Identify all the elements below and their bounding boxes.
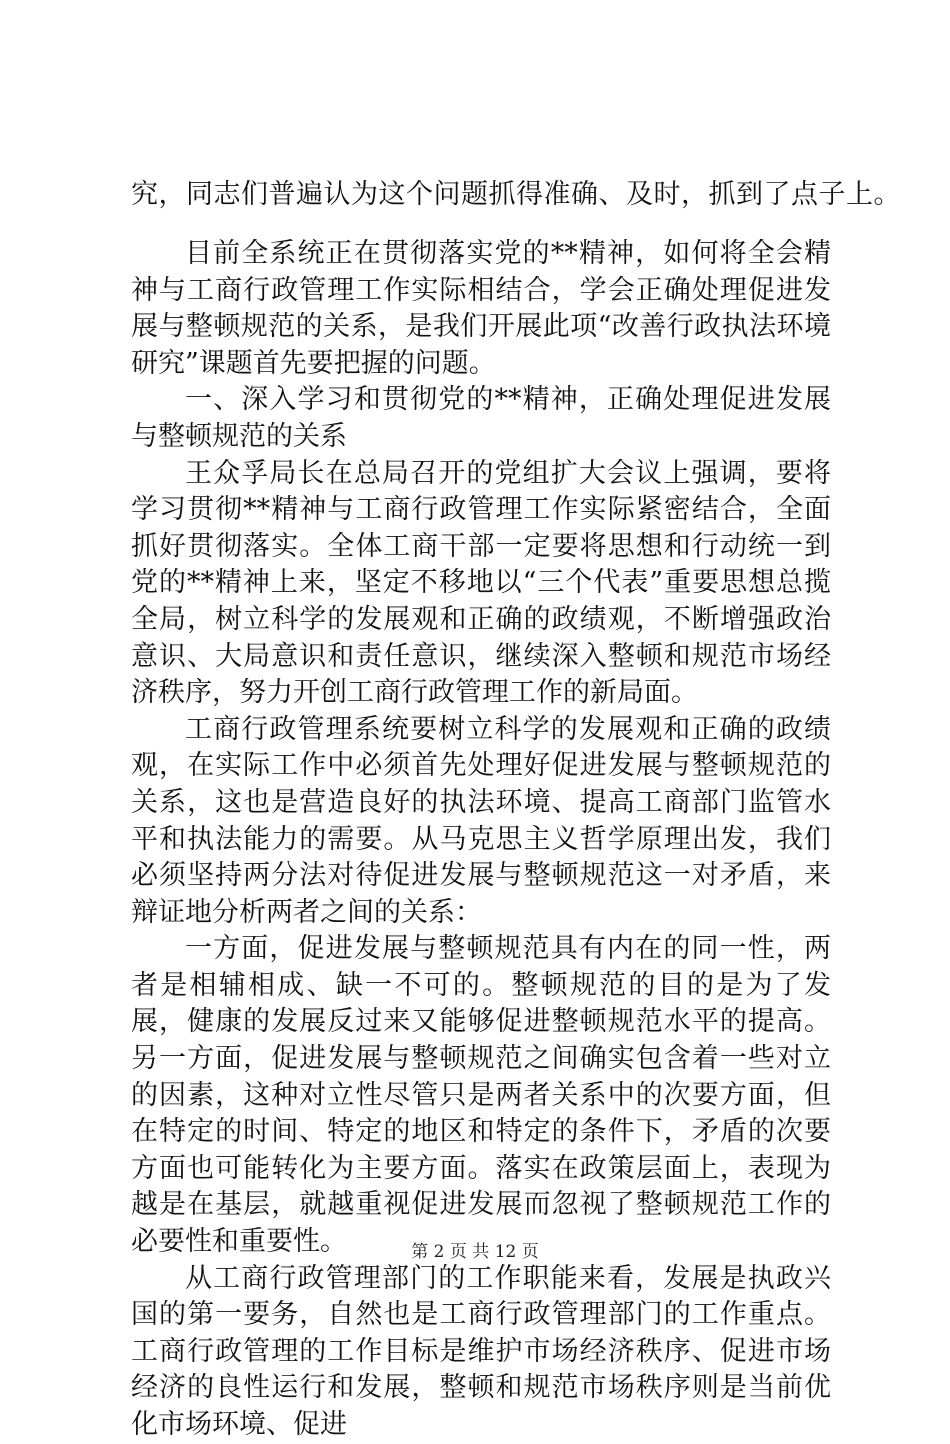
continuation-line: 究，同志们普遍认为这个问题抓得准确、及时，抓到了点子上。 xyxy=(131,179,901,210)
paragraph: 一方面，促进发展与整顿规范具有内在的同一性，两者是相辅相成、缺一不可的。整顿规范的目的是为了发展，健康的发展反过来又能够促进整顿规范水平的提高。另一方面，促进发展与整顿规范之间确实包含着一些对立的因素，这种对立性尽管只是两者关系中的次要方面，但在特定的时间、特定的地区和特定的条件下，矛盾的次要方面也可能转化为主要方面。落实在政策层面上，表现为越是在基层，就越重视促进发展而忽视了整顿规范工作的必要性和重要性。 xyxy=(131,933,831,1258)
page-number-footer: 第 2 页 共 12 页 xyxy=(411,1242,539,1262)
section-heading: 一、深入学习和贯彻党的**精神，正确处理促进发展与整顿规范的关系 xyxy=(131,384,831,452)
paragraph-intro: 目前全系统正在贯彻落实党的**精神，如何将全会精神与工商行政管理工作实际相结合，学会正确处理促进发展与整顿规范的关系，是我们开展此项“改善行政执法环境研究”课题首先要把握的问题。 xyxy=(131,238,831,379)
paragraph: 王众孚局长在总局召开的党组扩大会议上强调，要将学习贯彻**精神与工商行政管理工作实际紧密结合，全面抓好贯彻落实。全体工商干部一定要将思想和行动统一到党的**精神上来，坚定不移地以“三个代表”重要思想总揽全局，树立科学的发展观和正确的政绩观，不断增强政治意识、大局意识和责任意识，继续深入整顿和规范市场经济秩序，努力开创工商行政管理工作的新局面。 xyxy=(131,457,831,709)
paragraph: 从工商行政管理部门的工作职能来看，发展是执政兴国的第一要务，自然也是工商行政管理部门的工作重点。工商行政管理的工作目标是维护市场经济秩序、促进市场经济的良性运行和发展，整顿和规范市场秩序则是当前优化市场环境、促进 xyxy=(131,1262,831,1440)
paragraph: 工商行政管理系统要树立科学的发展观和正确的政绩观，在实际工作中必须首先处理好促进发展与整顿规范的关系，这也是营造良好的执法环境、提高工商部门监管水平和执法能力的需要。从马克思主义哲学原理出发，我们必须坚持两分法对待促进发展与整顿规范这一对矛盾，来辩证地分析两者之间的关系： xyxy=(131,713,831,928)
